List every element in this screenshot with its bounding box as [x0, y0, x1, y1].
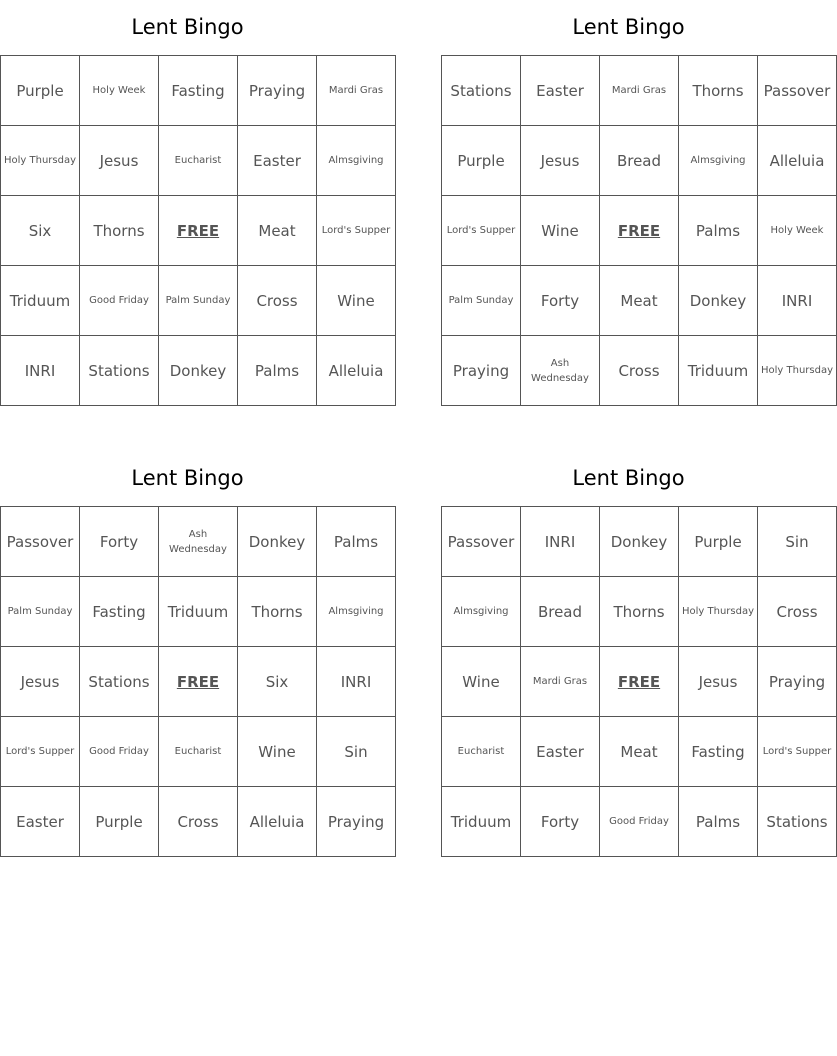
- bingo-cell: Donkey: [159, 336, 238, 406]
- bingo-cell: Thorns: [679, 56, 758, 126]
- bingo-cell: Thorns: [80, 196, 159, 266]
- bingo-cell: Easter: [1, 787, 80, 857]
- bingo-cell: Forty: [521, 787, 600, 857]
- bingo-cell: Stations: [758, 787, 837, 857]
- bingo-cell: Holy Week: [80, 56, 159, 126]
- bingo-cell: Palms: [317, 507, 396, 577]
- card-title: Lent Bingo: [572, 15, 685, 39]
- bingo-cell: Purple: [1, 56, 80, 126]
- bingo-cell: Triduum: [679, 336, 758, 406]
- bingo-cell: Easter: [238, 126, 317, 196]
- bingo-cell: Holy Thursday: [679, 577, 758, 647]
- bingo-cell: Purple: [80, 787, 159, 857]
- bingo-cell: Cross: [159, 787, 238, 857]
- free-space: FREE: [159, 196, 238, 266]
- bingo-cell: Fasting: [80, 577, 159, 647]
- bingo-cell: Lord's Supper: [1, 717, 80, 787]
- bingo-cell: Forty: [80, 507, 159, 577]
- bingo-cell: Forty: [521, 266, 600, 336]
- bingo-cell: Good Friday: [80, 717, 159, 787]
- bingo-cell: Wine: [317, 266, 396, 336]
- bingo-cell: Passover: [758, 56, 837, 126]
- bingo-cell: Triduum: [159, 577, 238, 647]
- card-title: Lent Bingo: [131, 15, 244, 39]
- bingo-cell: Wine: [442, 647, 521, 717]
- bingo-cell: Eucharist: [442, 717, 521, 787]
- free-space: FREE: [600, 647, 679, 717]
- bingo-cell: Mardi Gras: [521, 647, 600, 717]
- bingo-cell: Almsgiving: [679, 126, 758, 196]
- free-space: FREE: [600, 196, 679, 266]
- bingo-cell: Thorns: [600, 577, 679, 647]
- bingo-cell: Holy Week: [758, 196, 837, 266]
- bingo-cell: Wine: [521, 196, 600, 266]
- bingo-cell: Eucharist: [159, 717, 238, 787]
- bingo-cell: Praying: [758, 647, 837, 717]
- bingo-cell: Donkey: [238, 507, 317, 577]
- bingo-cell: Almsgiving: [317, 126, 396, 196]
- bingo-cell: Six: [238, 647, 317, 717]
- bingo-cell: Alleluia: [317, 336, 396, 406]
- bingo-grid: [441, 55, 837, 406]
- bingo-cell: Donkey: [679, 266, 758, 336]
- bingo-cell: Almsgiving: [317, 577, 396, 647]
- bingo-cell: Holy Thursday: [758, 336, 837, 406]
- bingo-cell: INRI: [521, 507, 600, 577]
- free-space: FREE: [159, 647, 238, 717]
- bingo-cell: Alleluia: [238, 787, 317, 857]
- bingo-cell: Meat: [238, 196, 317, 266]
- bingo-cell: Lord's Supper: [442, 196, 521, 266]
- bingo-cell: Stations: [442, 56, 521, 126]
- bingo-cell: Jesus: [80, 126, 159, 196]
- bingo-cell: Praying: [317, 787, 396, 857]
- bingo-cell: Passover: [442, 507, 521, 577]
- bingo-cell: Fasting: [159, 56, 238, 126]
- bingo-cell: INRI: [758, 266, 837, 336]
- bingo-cell: Palm Sunday: [1, 577, 80, 647]
- bingo-cell: Meat: [600, 717, 679, 787]
- bingo-cell: Meat: [600, 266, 679, 336]
- bingo-cell: INRI: [1, 336, 80, 406]
- bingo-card-3: [0, 451, 385, 857]
- bingo-cell: Palm Sunday: [159, 266, 238, 336]
- bingo-cell: Eucharist: [159, 126, 238, 196]
- bingo-cell: Wine: [238, 717, 317, 787]
- bingo-cell: Easter: [521, 56, 600, 126]
- bingo-grid: [0, 506, 396, 857]
- bingo-cell: Purple: [679, 507, 758, 577]
- bingo-cell: Jesus: [521, 126, 600, 196]
- bingo-cell: INRI: [317, 647, 396, 717]
- bingo-cell: Mardi Gras: [317, 56, 396, 126]
- bingo-card-2: [441, 0, 833, 406]
- bingo-grid: [0, 55, 396, 406]
- bingo-cell: Fasting: [679, 717, 758, 787]
- bingo-cell: Alleluia: [758, 126, 837, 196]
- bingo-grid: [441, 506, 837, 857]
- bingo-card-4: [441, 451, 832, 857]
- bingo-cell: Cross: [238, 266, 317, 336]
- bingo-cell: Almsgiving: [442, 577, 521, 647]
- bingo-cell: Praying: [238, 56, 317, 126]
- bingo-cell: Holy Thursday: [1, 126, 80, 196]
- bingo-cell: Sin: [758, 507, 837, 577]
- bingo-cell: Good Friday: [80, 266, 159, 336]
- bingo-cell: Palms: [679, 196, 758, 266]
- bingo-cell: Lord's Supper: [317, 196, 396, 266]
- bingo-cell: Lord's Supper: [758, 717, 837, 787]
- bingo-cell: Ash Wednesday: [521, 336, 600, 406]
- bingo-cell: Stations: [80, 336, 159, 406]
- bingo-cell: Passover: [1, 507, 80, 577]
- bingo-cell: Purple: [442, 126, 521, 196]
- bingo-cell: Triduum: [1, 266, 80, 336]
- card-title: Lent Bingo: [572, 466, 685, 490]
- bingo-cell: Bread: [600, 126, 679, 196]
- bingo-cell: Stations: [80, 647, 159, 717]
- bingo-cell: Jesus: [679, 647, 758, 717]
- bingo-cell: Palms: [238, 336, 317, 406]
- bingo-cell: Thorns: [238, 577, 317, 647]
- bingo-cell: Easter: [521, 717, 600, 787]
- bingo-cell: Cross: [600, 336, 679, 406]
- bingo-cell: Ash Wednesday: [159, 507, 238, 577]
- bingo-cell: Cross: [758, 577, 837, 647]
- bingo-cell: Jesus: [1, 647, 80, 717]
- bingo-cell: Sin: [317, 717, 396, 787]
- bingo-card-1: [0, 0, 391, 406]
- bingo-cell: Praying: [442, 336, 521, 406]
- bingo-cell: Palms: [679, 787, 758, 857]
- bingo-cell: Six: [1, 196, 80, 266]
- bingo-cell: Palm Sunday: [442, 266, 521, 336]
- bingo-cell: Bread: [521, 577, 600, 647]
- bingo-cell: Donkey: [600, 507, 679, 577]
- bingo-cell: Good Friday: [600, 787, 679, 857]
- bingo-cell: Mardi Gras: [600, 56, 679, 126]
- card-title: Lent Bingo: [131, 466, 244, 490]
- bingo-cell: Triduum: [442, 787, 521, 857]
